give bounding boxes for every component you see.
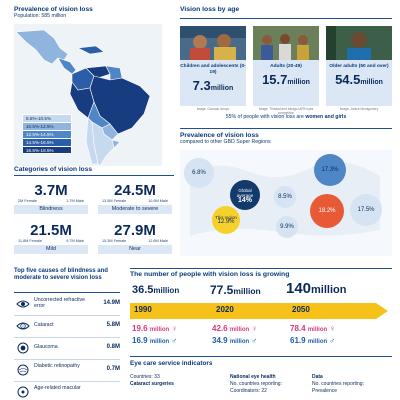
indicator-col-2 (230, 374, 282, 395)
legend-row-2: 10.5%-12.5% (22, 122, 72, 130)
bubble-6-8: 6.8% (184, 158, 214, 188)
growth-title: The number of people with vision loss is growing (130, 271, 290, 278)
year-1990: 1990 (134, 305, 152, 314)
near-value: 27.9M (114, 222, 156, 239)
indicator-data: Data (312, 374, 323, 380)
older-credit: Image: Janice Montgomery (339, 107, 379, 111)
indicator-prevalence: Prevalence (312, 388, 338, 394)
female-2020: 42.6 million ♀ (212, 324, 258, 333)
age-card-adults (253, 26, 319, 115)
indicator-national-eye-health: National eye health (230, 374, 276, 380)
adults-photo-svg (253, 26, 319, 60)
male-2050: 61.9 million ♂ (290, 336, 336, 345)
category-mild (14, 222, 88, 262)
bubble-17-3: 17.3% (314, 154, 346, 186)
near-label: Near (98, 245, 172, 254)
legend-row-3: 12.5%-14.5% (22, 130, 72, 138)
causes-section (14, 268, 120, 400)
cause-row-macular (14, 382, 120, 400)
year-2020: 2020 (216, 305, 234, 314)
near-split: 15.3M Female 12.6M Male (102, 239, 168, 243)
cause-value-refractive: 14.9M (103, 300, 120, 306)
children-label: Children and adolescents (0-19) (180, 64, 246, 75)
bubble-9-9: 9.9% (276, 216, 298, 238)
glaucoma-icon (16, 342, 30, 354)
age-title: Vision loss by age (180, 6, 240, 13)
indicator-countries-reporting-2: No. countries reporting: (312, 381, 364, 387)
growth-divider (130, 268, 392, 269)
cause-row-diabetic (14, 360, 120, 382)
bubble-this-region: This region 12.9% (212, 206, 240, 234)
retina-icon (16, 364, 30, 376)
indicator-countries: Countries: 33 (130, 374, 160, 380)
super-regions-section (180, 128, 392, 258)
year-2050: 2050 (292, 305, 310, 314)
older-photo-svg (326, 26, 392, 60)
legend-row-4: 14.5%-16.5% (22, 138, 72, 146)
female-icon: ♀ (251, 324, 258, 333)
children-stat (180, 60, 246, 106)
moderate-severe-label: Moderate to severe (98, 205, 172, 214)
indicator-col-3 (312, 374, 364, 395)
bubble-8-5: 8.5% (274, 186, 296, 208)
bubble-map-bg (180, 150, 392, 256)
adults-value: 15.7million (262, 72, 310, 87)
indicator-col-1 (130, 374, 174, 388)
macular-icon (16, 386, 30, 398)
children-credit: Image: Gonzalo Arroyo (196, 107, 230, 111)
categories-section (14, 166, 174, 262)
vision-loss-by-age-section (180, 6, 392, 134)
mild-split: 11.8M Female 9.7M Male (18, 239, 84, 243)
bubble-subtitle: compared to other GBD Super Regions (180, 139, 271, 145)
total-2020: 77.5million (210, 283, 261, 297)
women-note: 55% of people with vision loss are women and girls (225, 114, 347, 120)
category-blindness (14, 182, 88, 222)
growth-arrow (130, 301, 392, 321)
male-icon: ♂ (329, 336, 336, 345)
map-population: Population: 585 million (14, 13, 67, 19)
male-1990: 16.9 million ♂ (132, 336, 178, 345)
cause-value-diabetic: 0.7M (106, 366, 120, 372)
children-value: 7.3million (192, 78, 234, 93)
category-near (98, 222, 172, 262)
eye-icon (16, 298, 30, 310)
total-1990: 36.5million (132, 284, 180, 296)
adults-photo (253, 26, 319, 60)
indicators-title: Eye care service indicators (130, 360, 213, 367)
bubble-17-5: 17.5% (350, 194, 382, 226)
bubble-18-2: 18.2% (310, 194, 344, 228)
adults-stat (253, 60, 319, 106)
legend-row-5: 16.5%-18.5% (22, 146, 72, 154)
cause-row-cataract (14, 316, 120, 338)
female-2050: 78.4 million ♀ (290, 324, 336, 333)
prevalence-map-section (14, 6, 162, 166)
legend-row-1: 8.5%-10.5% (22, 114, 72, 122)
age-card-older (326, 26, 392, 110)
cause-name-cataract: Cataract (34, 322, 54, 328)
cause-name-refractive: Uncorrected refractive error (34, 297, 86, 310)
female-icon: ♀ (171, 324, 178, 333)
total-2050: 140million (286, 280, 347, 297)
female-icon: ♀ (329, 324, 336, 333)
category-moderate-severe (98, 182, 172, 222)
mild-label: Mild (14, 245, 88, 254)
cataract-eye-icon (16, 320, 30, 332)
cause-value-glaucoma: 0.8M (106, 344, 120, 350)
older-stat (326, 60, 392, 106)
growth-section (130, 268, 392, 354)
older-photo (326, 26, 392, 60)
cause-value-cataract: 5.8M (106, 322, 120, 328)
categories-divider (14, 175, 174, 176)
indicators-divider (130, 356, 392, 357)
bubble-global-average: Global average 14% (230, 180, 260, 210)
cause-name-glaucoma: Glaucoma (34, 344, 58, 350)
categories-title: Categories of vision loss (14, 166, 93, 173)
blindness-label: Blindness (14, 205, 88, 214)
age-divider (180, 18, 392, 19)
cause-name-diabetic: Diabetic retinopathy (34, 363, 80, 369)
indicators-section (130, 356, 392, 400)
indicator-coordinators: Coordinators: 22 (230, 388, 267, 394)
map-legend (22, 114, 72, 154)
older-label: Older adults (50 and over) (329, 64, 389, 69)
moderate-severe-split: 13.5M Female 10.9M Male (102, 199, 168, 203)
blindness-split: 2M Female 1.7M Male (18, 199, 84, 203)
causes-title: Top five causes of blindness and moderate to severe vision loss (14, 268, 108, 281)
male-2020: 34.9 million ♂ (212, 336, 258, 345)
indicator-countries-reporting-1: No. countries reporting: (230, 381, 282, 387)
moderate-severe-value: 24.5M (114, 182, 156, 199)
children-photo-svg (180, 26, 246, 60)
female-1990: 19.6 million ♀ (132, 324, 178, 333)
bubble-title: Prevalence of vision loss (180, 132, 259, 139)
older-value: 54.5million (335, 72, 383, 87)
cause-name-macular: Age-related macular (34, 385, 81, 391)
causes-divider (14, 292, 120, 293)
map-title: Prevalence of vision loss (14, 6, 93, 13)
map-region-caribbean (78, 46, 104, 54)
indicator-cataract-surgeries: Cataract surgeries (130, 381, 174, 387)
cause-row-refractive (14, 294, 120, 316)
male-icon: ♂ (171, 336, 178, 345)
age-card-children (180, 26, 246, 110)
blindness-value: 3.7M (34, 182, 68, 199)
adults-label: Adults (20-49) (270, 64, 302, 69)
bubble-divider (180, 128, 392, 129)
map-region-central-america (58, 58, 76, 74)
mild-value: 21.5M (30, 222, 72, 239)
adults-credit: Image: Trinidad and tobago IAPB eyes competition (258, 107, 314, 115)
cause-row-glaucoma (14, 338, 120, 360)
children-photo (180, 26, 246, 60)
male-icon: ♂ (251, 336, 258, 345)
region-map (14, 24, 162, 166)
